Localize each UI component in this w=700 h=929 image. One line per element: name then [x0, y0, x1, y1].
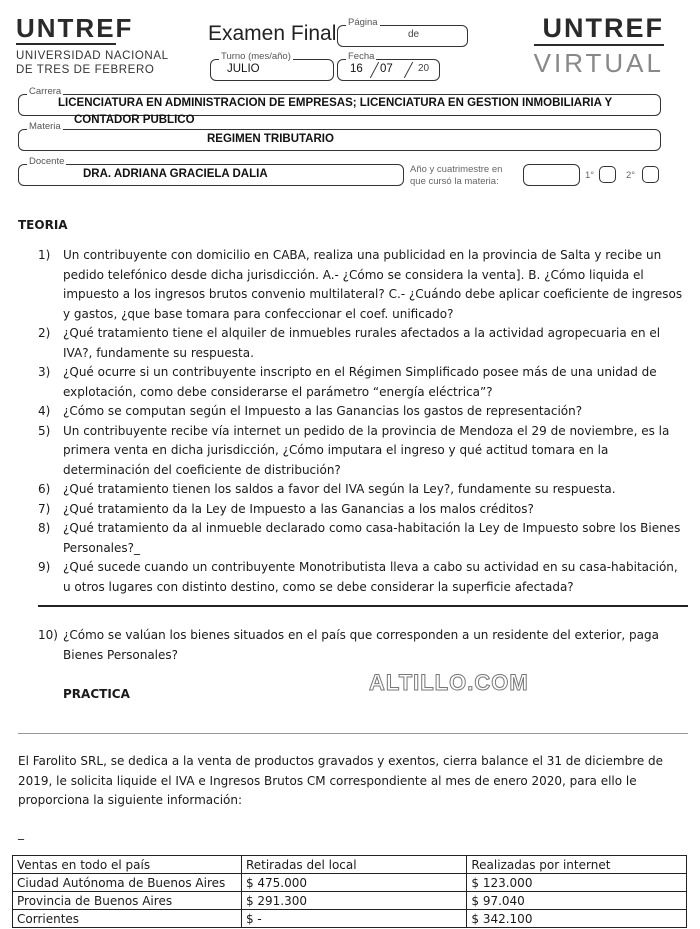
- anio-field[interactable]: [523, 164, 580, 186]
- anio-cuatrimestre-label-1: Año y cuatrimestre en: [410, 164, 503, 175]
- docente-label: Docente: [29, 156, 65, 167]
- materia-field[interactable]: [18, 121, 661, 151]
- question-text: ¿Qué tratamiento da al inmueble declarado como casa-habitación la Ley de Impuesto sobre los Bienes Personales?_: [63, 521, 681, 555]
- question-number: 5): [38, 423, 51, 438]
- untref-virtual-logo: [534, 14, 664, 78]
- table-cell: Ciudad Autónoma de Buenos Aires: [13, 874, 242, 892]
- question-number: 2): [38, 326, 51, 340]
- docente-field[interactable]: [18, 156, 404, 186]
- turno-field[interactable]: [210, 51, 334, 81]
- question-text: ¿Cómo se computan según el Impuesto a las Ganancias los gastos de representación?: [63, 404, 583, 418]
- question-number: 7): [38, 501, 51, 516]
- practica-divider: [18, 733, 688, 734]
- table-cell: $ 97.040: [467, 892, 687, 910]
- cuatrimestre-1-checkbox[interactable]: [599, 166, 616, 183]
- brand-left-wordmark: UNTREF: [16, 13, 134, 43]
- question-text: Un contribuyente recibe vía internet un pedido de la provincia de Mendoza el 29 de noviembre, es la primera venta en dicha jurisdicción, ¿Cómo imputara el ingreso y qué actitud tomara en la determinación del coeficiente de distribución?: [63, 423, 670, 477]
- question-item: [38, 324, 688, 363]
- question-item: [38, 402, 688, 422]
- altillo-watermark: ALTILLO.COM: [369, 670, 529, 695]
- cuatrimestre-2-checkbox[interactable]: [642, 166, 659, 183]
- question-text: ¿Cómo se valúan los bienes situados en el país que corresponden a un residente del exterior, paga Bienes Personales?: [63, 628, 659, 662]
- table-cell: Corrientes: [13, 910, 242, 928]
- materia-label: Materia: [29, 121, 61, 132]
- question-item: [38, 363, 688, 402]
- question-text: ¿Qué tratamiento tienen los saldos a favor del IVA según la Ley?, fundamente su respuesta.: [63, 482, 616, 496]
- section-divider: [38, 605, 688, 607]
- date-separator: [370, 62, 379, 78]
- ventas-table: [12, 855, 687, 928]
- brand-left-subtitle-2: DE TRES DE FEBRERO: [16, 64, 155, 76]
- fecha-month: 07: [380, 63, 393, 75]
- pagina-label: Página: [348, 17, 378, 28]
- table-row: [13, 892, 687, 910]
- brand-right-virtual: VIRTUAL: [533, 48, 664, 78]
- cuatrimestre-1-label: 1°: [585, 170, 595, 181]
- question-number: 4): [38, 404, 51, 418]
- turno-label: Turno (mes/año): [221, 51, 291, 62]
- table-header-cell: Retiradas del local: [241, 856, 466, 874]
- exam-title: Examen Final: [208, 22, 337, 45]
- question-item: [38, 246, 688, 324]
- table-cell: $ 342.100: [467, 910, 687, 928]
- table-cell: $ 123.000: [467, 874, 687, 892]
- carrera-value-line1: LICENCIATURA EN ADMINISTRACION DE EMPRESAS; LICENCIATURA EN GESTION INMOBILIARIA Y: [58, 97, 613, 109]
- question-text: Un contribuyente con domicilio en CABA, realiza una publicidad en la provincia de Salta y recibe un pedido telefónico desde dicha jurisdicción. A.- ¿Cómo se considera la venta]. B. ¿Cómo liquida el impuesto a los ingresos brutos convenio multilateral? C.- ¿Cuándo debe aplicar coeficiente de ingresos y gastos, ¿que base tomara para confeccionar el coef. unificado?: [63, 248, 683, 321]
- pagina-de-text: de: [408, 29, 420, 40]
- brand-right-wordmark: UNTREF: [534, 14, 664, 46]
- question-number: 9): [38, 560, 51, 574]
- question-text: ¿Qué ocurre si un contribuyente inscripto en el Régimen Simplificado posee más de una unidad de explotación, como debe considerarse el parámetro “energía eléctrica”?: [63, 365, 657, 399]
- date-separator: [404, 62, 413, 78]
- brand-left-subtitle-1: UNIVERSIDAD NACIONAL: [16, 50, 169, 62]
- table-cell: $ 291.300: [241, 892, 466, 910]
- question-number: 3): [38, 365, 51, 379]
- question-number: 10): [38, 628, 58, 642]
- table-cell: $ 475.000: [241, 874, 466, 892]
- pagina-field[interactable]: [337, 17, 468, 47]
- fecha-year: 20: [418, 63, 430, 74]
- table-header-cell: Realizadas por internet: [467, 856, 687, 874]
- practica-dash: _: [18, 826, 24, 840]
- question-item: [38, 626, 688, 665]
- question-text: ¿Qué tratamiento da la Ley de Impuesto a las Ganancias a los malos créditos?: [63, 501, 534, 516]
- question-item: [38, 500, 688, 520]
- question-number: 8): [38, 521, 51, 535]
- fecha-day: 16: [350, 63, 363, 75]
- table-row: [13, 874, 687, 892]
- fecha-field[interactable]: [337, 51, 440, 81]
- table-row: [13, 910, 687, 928]
- carrera-value-line2: CONTADOR PUBLICO: [74, 114, 195, 126]
- question-text: ¿Qué sucede cuando un contribuyente Monotributista lleva a cabo su actividad en su casa-habitación, u otros lugares con distinto destino, como se debe considerar la superficie afectada?: [63, 560, 678, 594]
- question-item: [38, 422, 688, 481]
- practica-heading: PRACTICA: [63, 687, 130, 701]
- question-text: ¿Qué tratamiento tiene el alquiler de inmuebles rurales afectados a la actividad agropecuaria en el IVA?, fundamente su respuesta.: [63, 326, 661, 360]
- untref-logo-left: [16, 13, 169, 77]
- anio-cuatrimestre-label-2: que cursó la materia:: [410, 176, 499, 187]
- question-item: [38, 558, 688, 597]
- fecha-label: Fecha: [348, 51, 375, 62]
- practica-intro: El Farolito SRL, se dedica a la venta de productos gravados y exentos, cierra balance el 31 de diciembre de 2019, le solicita liquide el IVA e Ingresos Brutos CM correspondiente al mes de enero 2020, para ello le proporciona la siguiente información:: [18, 754, 664, 807]
- table-header-cell: Ventas en todo el país: [13, 856, 242, 874]
- question-number: 6): [38, 482, 51, 496]
- teoria-heading: TEORIA: [18, 218, 68, 232]
- question-list: [38, 246, 688, 597]
- turno-value: JULIO: [227, 63, 260, 75]
- table-cell: $ -: [241, 910, 466, 928]
- question-number: 1): [38, 248, 51, 262]
- question-item: [38, 480, 688, 500]
- cuatrimestre-2-label: 2°: [626, 170, 636, 181]
- table-header-row: [13, 856, 687, 874]
- materia-value: REGIMEN TRIBUTARIO: [207, 133, 334, 145]
- table-cell: Provincia de Buenos Aires: [13, 892, 242, 910]
- docente-value: DRA. ADRIANA GRACIELA DALIA: [83, 168, 268, 180]
- carrera-label: Carrera: [29, 86, 62, 97]
- question-item: [38, 519, 688, 558]
